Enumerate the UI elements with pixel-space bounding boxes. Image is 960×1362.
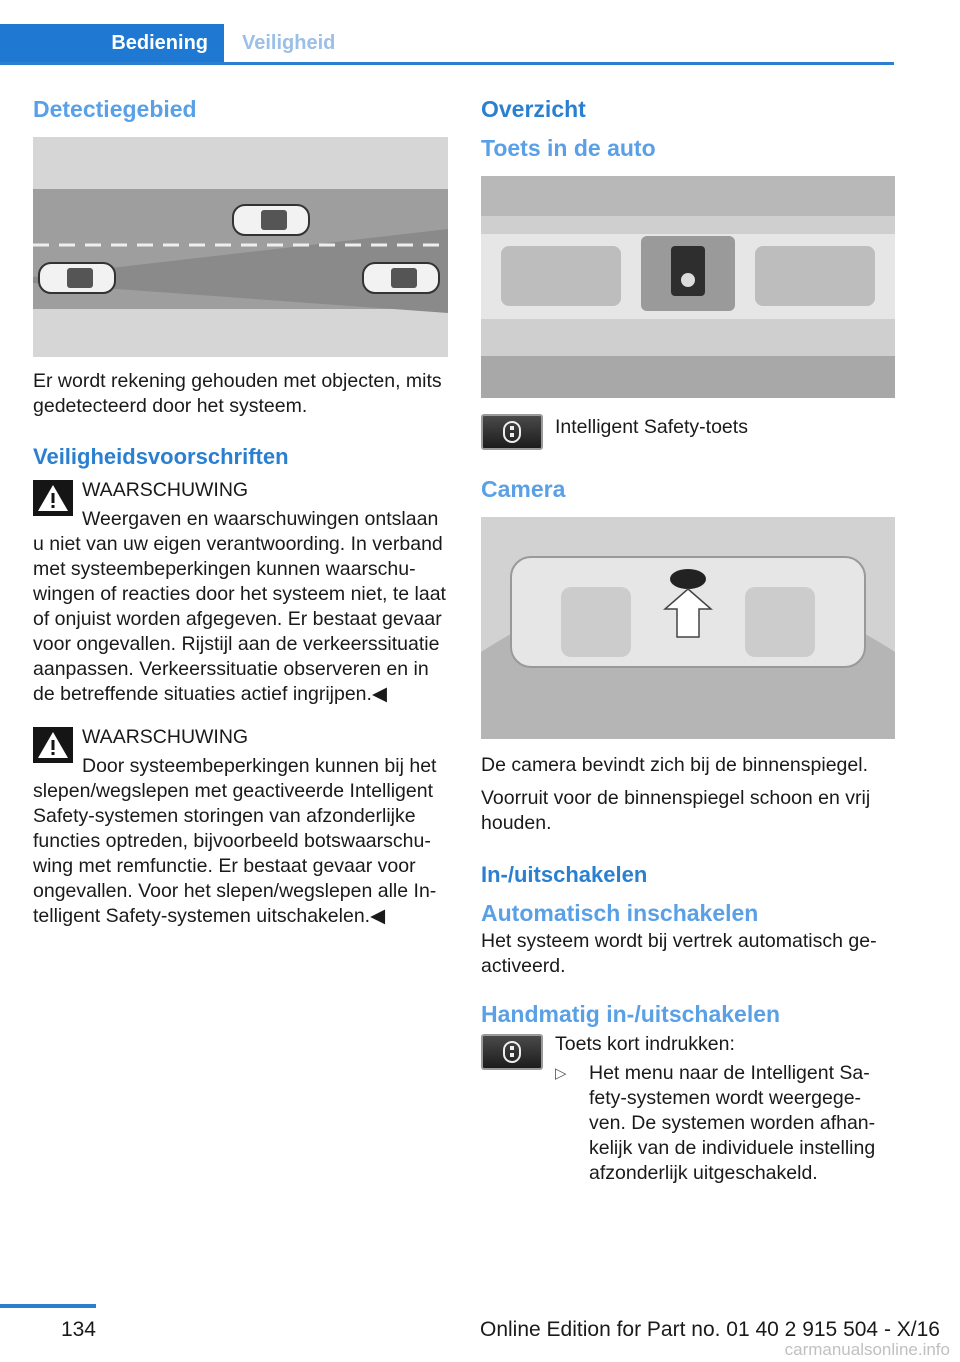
detection-area-heading: Detectiegebied bbox=[33, 96, 197, 122]
camera-figure bbox=[481, 517, 895, 739]
auto-heading: Automatisch inschakelen bbox=[481, 900, 759, 926]
warning-text: Door systeembeperkingen kunnen bij het slepen/wegslepen met geactiveerde Intelligent Safety-systemen storingen van afzonderlijke functies optreden, bijvoorbeeld botswaarschuwing met remfunctie. Er bestaat gevaar voor ongevallen. Voor het slepen/wegslepen alle Intelligent Safety-systemen uitschakelen.◀ bbox=[33, 755, 437, 927]
camera-heading: Camera bbox=[481, 476, 566, 502]
car-ahead-icon bbox=[233, 205, 309, 235]
section-tabs bbox=[0, 24, 894, 65]
footer-rule bbox=[0, 1304, 96, 1308]
list-item bbox=[555, 1061, 889, 1186]
manual-text: Toets kort indrukken: bbox=[555, 1033, 735, 1055]
intelligent-safety-button-icon bbox=[481, 414, 543, 450]
detection-caption: Er wordt rekening gehouden met objecten, mits gedetecteerd door het systeem. bbox=[33, 370, 442, 417]
tab-bediening[interactable]: Bediening bbox=[0, 24, 224, 62]
detection-area-figure bbox=[33, 137, 448, 357]
warning-block-2 bbox=[33, 725, 448, 929]
watermark: carmanualsonline.info bbox=[784, 1340, 950, 1359]
warning-label: WAARSCHUWING bbox=[82, 479, 249, 501]
camera-icon bbox=[670, 569, 706, 589]
page-number: 134 bbox=[60, 1318, 96, 1341]
warning-triangle-icon bbox=[33, 727, 73, 763]
own-car-icon bbox=[39, 263, 115, 293]
camera-text-2: Voorruit voor de binnenspiegel schoon en vrij houden. bbox=[481, 787, 871, 834]
edition-text: Online Edition for Part no. 01 40 2 915 504 - X/16 bbox=[480, 1318, 940, 1341]
bullet-text: Het menu naar de Intelligent Safety-systemen wordt weergegeven. De systemen worden afhankelijk van de individuele instelling afzonderlijk uitgeschakeld. bbox=[589, 1062, 876, 1184]
safety-heading: Veiligheidsvoorschriften bbox=[33, 444, 289, 469]
button-heading: Toets in de auto bbox=[481, 135, 656, 161]
warning-block-1 bbox=[33, 478, 448, 707]
camera-illustration bbox=[481, 517, 895, 739]
detection-area-illustration bbox=[33, 137, 448, 357]
warning-text: Weergaven en waarschuwingen ontslaan u niet van uw eigen verantwoording. In verband met systeembeperkingen kunnen waarschuwingen of reacties door het systeem niet, te laat of onjuist worden afgegeven. Er bestaat gevaar voor ongevallen. Rijstijl aan de verkeerssituatie aanpassen. Verkeerssituatie observeren en in de betreffende situaties actief ingrijpen.◀ bbox=[33, 508, 446, 705]
car-detected-icon bbox=[363, 263, 439, 293]
auto-text: Het systeem wordt bij vertrek automatisch geactiveerd. bbox=[481, 930, 877, 977]
button-label: Intelligent Safety-toets bbox=[555, 416, 748, 438]
dashboard-illustration bbox=[481, 176, 895, 398]
right-column bbox=[481, 96, 895, 1186]
left-column bbox=[33, 96, 448, 929]
safety-button-icon bbox=[671, 246, 705, 296]
button-legend bbox=[481, 414, 895, 450]
overview-heading: Overzicht bbox=[481, 96, 586, 122]
intelligent-safety-button-icon bbox=[481, 1034, 543, 1070]
manual-block bbox=[481, 1032, 895, 1186]
warning-triangle-icon bbox=[33, 480, 73, 516]
camera-text-1: De camera bevindt zich bij de binnenspiegel. bbox=[481, 754, 868, 776]
onoff-heading: In-/uitschakelen bbox=[481, 862, 648, 887]
warning-label: WAARSCHUWING bbox=[82, 726, 249, 748]
manual-heading: Handmatig in-/uitschakelen bbox=[481, 1001, 781, 1027]
bullet-triangle-icon: ▷ bbox=[555, 1065, 567, 1082]
dashboard-button-figure bbox=[481, 176, 895, 398]
tab-veiligheid[interactable]: Veiligheid bbox=[242, 32, 336, 54]
